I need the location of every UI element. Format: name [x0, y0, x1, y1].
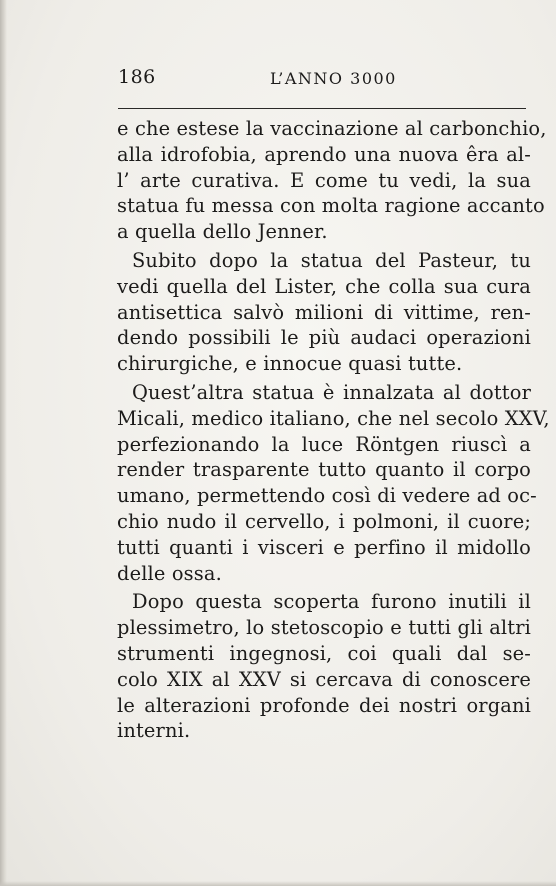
text-line: a quella dello Jenner.	[117, 220, 328, 244]
page-number: 186	[118, 66, 156, 88]
text-line: tutti quanti i visceri e perfino il midollo	[117, 535, 531, 559]
text-line: chirurgiche, e innocue quasi tutte.	[117, 352, 463, 376]
paragraph-3	[117, 380, 550, 586]
text-line: e che estese la vaccinazione al carbonchio,	[117, 117, 547, 140]
text-line: Dopo questa scoperta furono inutili il	[132, 590, 531, 614]
paragraph-1	[117, 116, 547, 245]
text-line: dendo possibili le più audaci operazioni	[117, 326, 531, 350]
text-line: Micali, medico italiano, che nel secolo XXV,	[117, 406, 550, 430]
text-line: le alterazioni profonde dei nostri organi	[117, 693, 531, 717]
text-line: vedi quella del Lister, che colla sua cura	[117, 274, 531, 298]
running-title: L’ANNO 3000	[270, 69, 397, 88]
page-binding-edge	[0, 0, 7, 886]
text-line: Quest’altra statua è innalzata al dottor	[132, 380, 531, 404]
text-line: interni.	[117, 719, 191, 743]
text-line: umano, permettendo così di vedere ad oc-	[117, 484, 537, 508]
text-line: perfezionando la luce Röntgen riuscì a	[117, 432, 531, 456]
text-line: plessimetro, lo stetoscopio e tutti gli altri	[117, 616, 531, 640]
text-line: statua fu messa con molta ragione accanto	[117, 194, 545, 218]
text-line: alla idrofobia, aprendo una nuova êra al-	[117, 142, 531, 166]
text-line: antisettica salvò milioni di vittime, ren-	[117, 300, 531, 324]
paragraph-2	[117, 248, 531, 377]
text-line: colo XIX al XXV si cercava di conoscere	[117, 667, 531, 691]
page-header	[118, 66, 526, 96]
text-line: render trasparente tutto quanto il corpo	[117, 458, 531, 482]
header-rule	[118, 108, 526, 109]
body-text	[117, 116, 550, 744]
text-line: chio nudo il cervello, i polmoni, il cuore;	[117, 509, 531, 533]
paragraph-4	[117, 589, 531, 744]
page-bottom-edge	[0, 881, 556, 886]
text-line: strumenti ingegnosi, coi quali dal se-	[117, 641, 531, 665]
text-line: Subito dopo la statua del Pasteur, tu	[132, 248, 531, 272]
text-line: delle ossa.	[117, 561, 222, 585]
text-line: l’ arte curativa. E come tu vedi, la sua	[117, 168, 531, 192]
